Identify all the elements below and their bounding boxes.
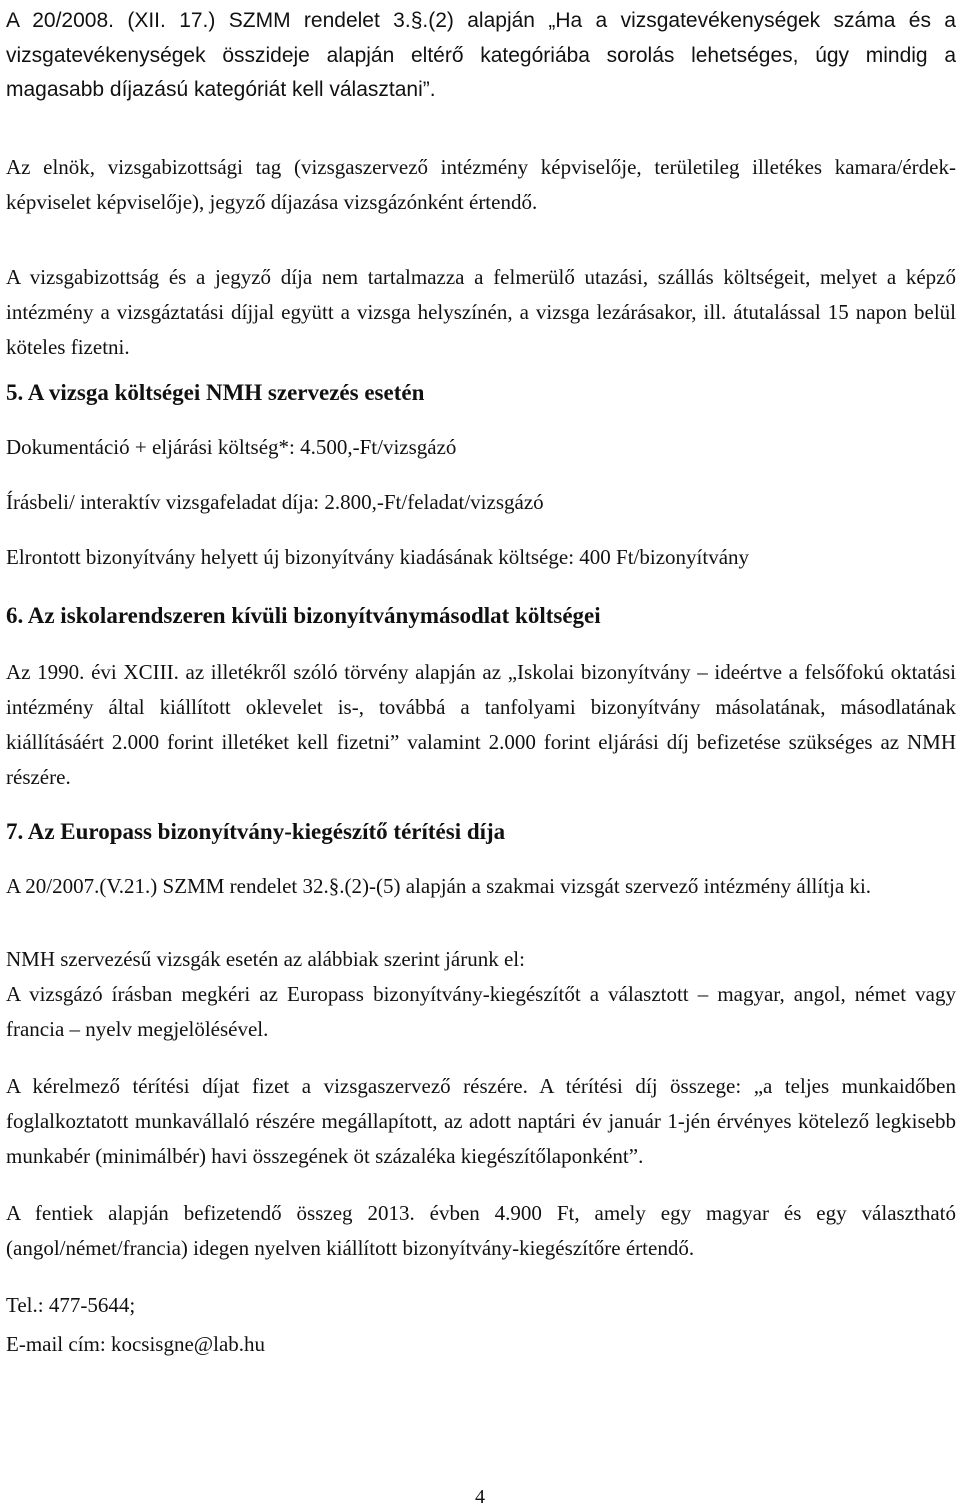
document-page [6, 0, 956, 1362]
contact-email: E-mail cím: kocsisgne@lab.hu [6, 1331, 266, 1356]
section-5-line-3: Elrontott bizonyítvány helyett új bizonyítvány kiadásának költsége: 400 Ft/bizonyítvány [6, 544, 750, 569]
section-7-text-3: A vizsgázó írásban megkéri az Europass bizonyítvány-kiegészítőt a választott – magyar, angol, német vagy francia – nyelv megjelölésével. [6, 981, 956, 1041]
page-number: 4 [475, 1486, 485, 1508]
paragraph-elnok: Az elnök, vizsgabizottsági tag (vizsgaszervező intézmény képviselője, területileg illetékes kamara/érdek-képviselet képviselője), jegyző díjazása vizsgázónként értendő. [6, 154, 956, 214]
section-7-text-2: NMH szervezésű vizsgák esetén az alábbiak szerint járunk el: [6, 946, 525, 971]
paragraph-jegyzo: A vizsgabizottság és a jegyző díja nem tartalmazza a felmerülő utazási, szállás költségeit, melyet a képző intézmény a vizsgáztatási díjjal együtt a vizsga helyszínén, a vizsga lezárásakor, ill. átutalással 15 napon belül köteles fizetni. [6, 264, 956, 359]
contact-phone: Tel.: 477-5644; [6, 1292, 136, 1317]
section-7-text-4: A kérelmező térítési díjat fizet a vizsgaszervező részére. A térítési díj összege: „a teljes munkaidőben foglalkoztatott munkavállaló részére megállapított, az adott naptári év január 1-jén érvényes kötelező legkisebb munkabér (minimálbér) havi összegének öt százaléka kiegészítőlaponként”. [6, 1073, 956, 1168]
section-5-line-2: Írásbeli/ interaktív vizsgafeladat díja: 2.800,-Ft/feladat/vizsgázó [6, 489, 544, 514]
section-5-heading: 5. A vizsga költségei NMH szervezés esetén [6, 379, 425, 405]
section-7-text-5: A fentiek alapján befizetendő összeg 2013. évben 4.900 Ft, amely egy magyar és egy választható (angol/német/francia) idegen nyelven kiállított bizonyítvány-kiegészítőre értendő. [6, 1200, 956, 1260]
section-7-heading: 7. Az Europass bizonyítvány-kiegészítő térítési díja [6, 818, 506, 844]
paragraph-intro: A 20/2008. (XII. 17.) SZMM rendelet 3.§.(2) alapján „Ha a vizsgatevékenységek száma és a vizsgatevékenységek összideje alapján eltérő kategóriába sorolás lehetséges, úgy mindig a magasabb díjazású kategóriát kell választani”. [6, 9, 956, 101]
section-6-heading: 6. Az iskolarendszeren kívüli bizonyítványmásodlat költségei [6, 602, 601, 628]
section-5-line-1: Dokumentáció + eljárási költség*: 4.500,-Ft/vizsgázó [6, 434, 457, 459]
section-7-text-1: A 20/2007.(V.21.) SZMM rendelet 32.§.(2)-(5) alapján a szakmai vizsgát szervező intézmény állítja ki. [6, 873, 872, 898]
section-6-text: Az 1990. évi XCIII. az illetékről szóló törvény alapján az „Iskolai bizonyítvány – ideértve a felsőfokú oktatási intézmény által kiállított oklevelet is-, továbbá a tanfolyami bizonyítvány másolatának, másodlatának kiállításáért 2.000 forint illetéket kell fizetni” valamint 2.000 forint eljárási díj befizetése szükséges az NMH részére. [6, 659, 956, 789]
